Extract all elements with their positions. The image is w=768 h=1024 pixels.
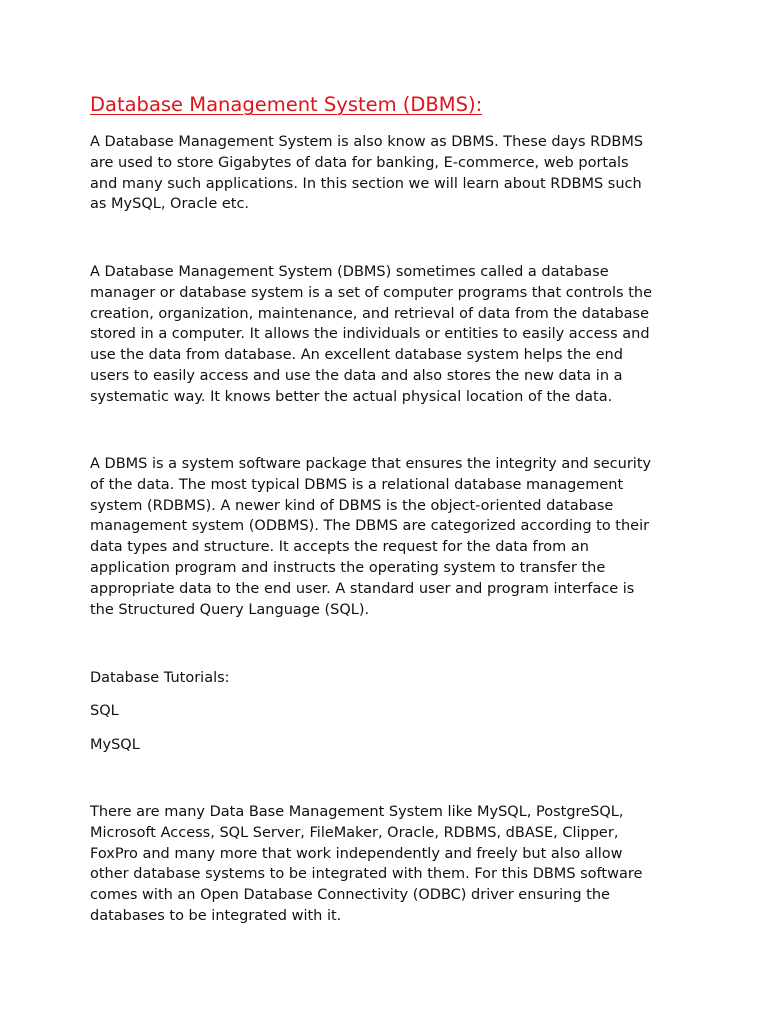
text-line: are used to store Gigabytes of data for banking, E-commerce, web portals	[90, 154, 629, 171]
definition-paragraph	[90, 262, 690, 408]
text-line: There are many Data Base Management System like MySQL, PostgreSQL,	[90, 804, 624, 820]
systems-paragraph	[90, 802, 690, 927]
text-line: system (RDBMS). A newer kind of DBMS is the object-oriented database	[90, 497, 614, 514]
text-line: FoxPro and many more that work independently and freely but also allow	[90, 845, 623, 862]
tutorial-item-mysql: MySQL	[90, 737, 140, 753]
tutorials-label: Database Tutorials:	[90, 670, 230, 686]
text-line: users to easily access and use the data and also stores the new data in a	[90, 367, 623, 384]
text-line: use the data from database. An excellent database system helps the end	[90, 347, 623, 364]
page-title: Database Management System (DBMS):	[90, 93, 483, 116]
text-line: as MySQL, Oracle etc.	[90, 196, 250, 213]
text-line: systematic way. It knows better the actual physical location of the data.	[90, 388, 613, 405]
text-line: manager or database system is a set of computer programs that controls the	[90, 284, 653, 301]
text-line: A Database Management System (DBMS) sometimes called a database	[90, 264, 609, 280]
text-line: appropriate data to the end user. A standard user and program interface is	[90, 580, 635, 597]
text-line: stored in a computer. It allows the individuals or entities to easily access and	[90, 326, 650, 343]
text-line: databases to be integrated with it.	[90, 907, 342, 924]
text-line: data types and structure. It accepts the request for the data from an	[90, 539, 589, 556]
text-line: management system (ODBMS). The DBMS are categorized according to their	[90, 518, 650, 535]
text-line: A Database Management System is also know as DBMS. These days RDBMS	[90, 134, 644, 150]
tutorial-item-sql: SQL	[90, 703, 119, 719]
text-line: Microsoft Access, SQL Server, FileMaker, Oracle, RDBMS, dBASE, Clipper,	[90, 824, 619, 841]
text-line: and many such applications. In this section we will learn about RDBMS such	[90, 175, 642, 192]
text-line: the Structured Query Language (SQL).	[90, 601, 370, 618]
text-line: other database systems to be integrated with them. For this DBMS software	[90, 866, 643, 883]
text-line: creation, organization, maintenance, and retrieval of data from the database	[90, 305, 649, 322]
intro-paragraph	[90, 132, 690, 215]
text-line: of the data. The most typical DBMS is a relational database management	[90, 476, 624, 493]
software-paragraph	[90, 454, 690, 620]
text-line: A DBMS is a system software package that ensures the integrity and security	[90, 456, 652, 472]
text-line: comes with an Open Database Connectivity (ODBC) driver ensuring the	[90, 887, 610, 904]
text-line: application program and instructs the operating system to transfer the	[90, 559, 606, 576]
